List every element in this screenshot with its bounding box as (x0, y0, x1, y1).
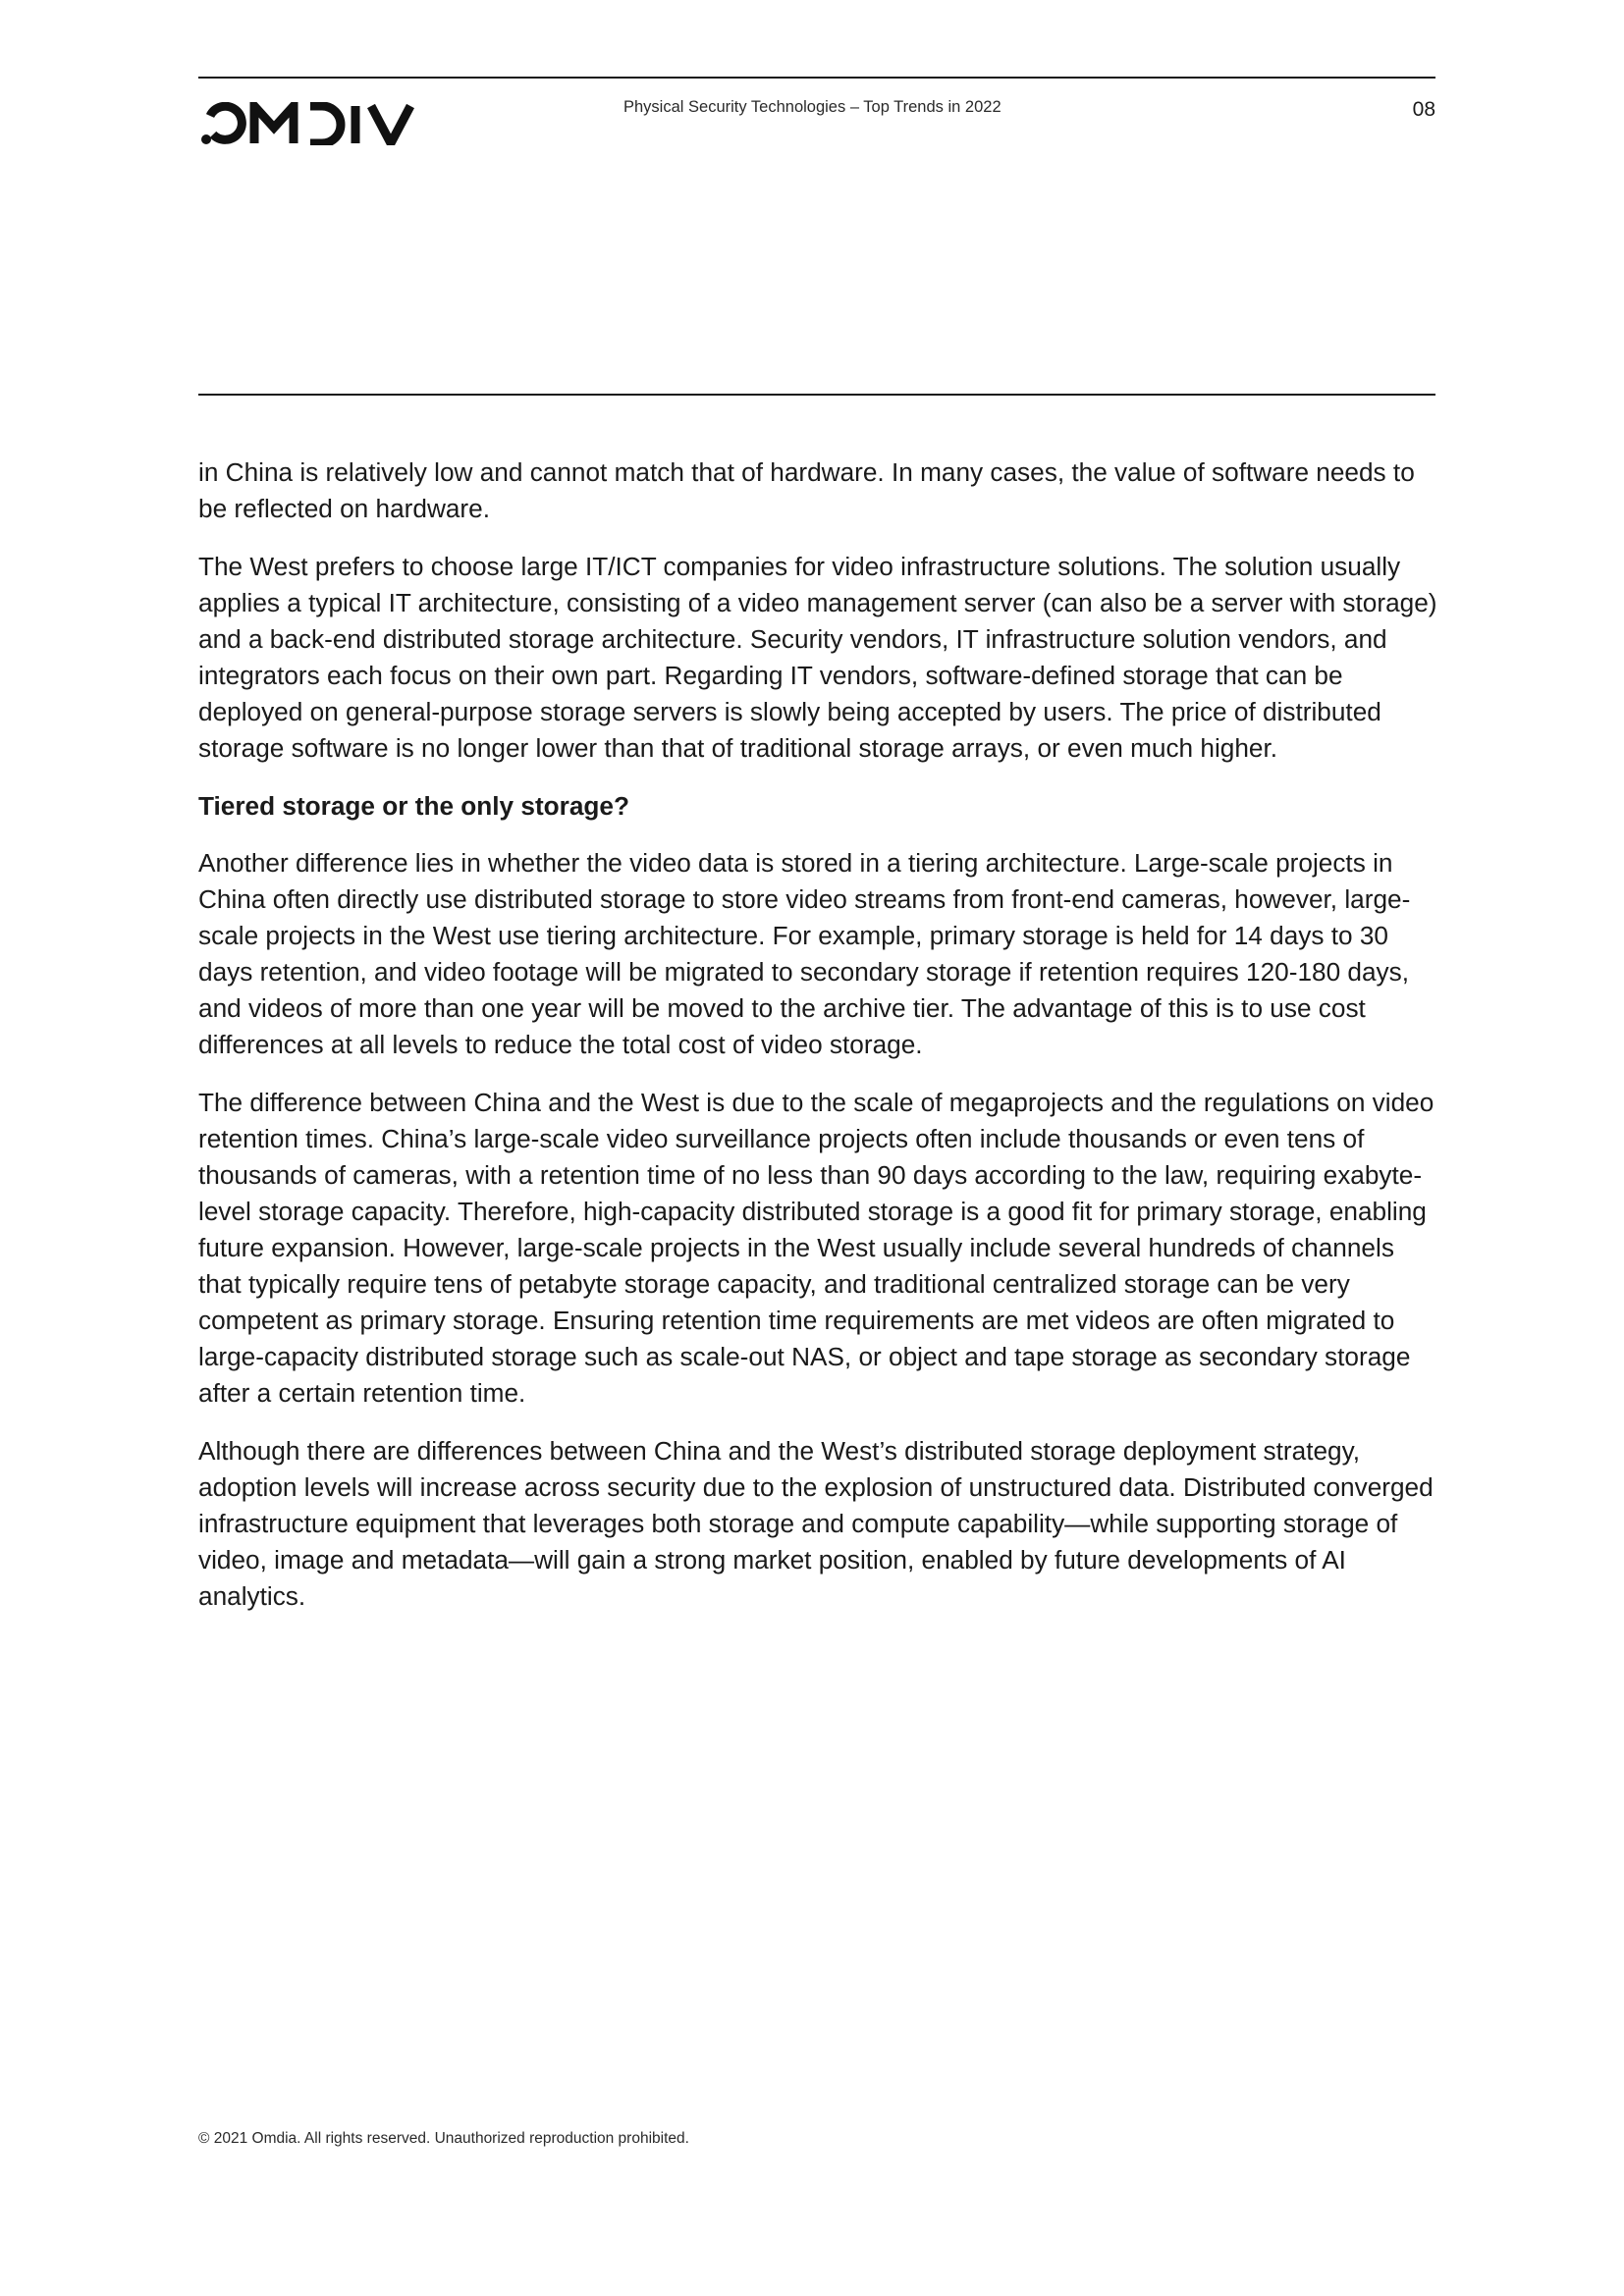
paragraph-3: Another difference lies in whether the video data is stored in a tiering architecture. Large-scale projects in China often directly use distributed storage to store video streams from front-end cameras, however, large-scale projects in the West use tiering architecture. For example, primary storage is held for 14 days to 30 days retention, and video footage will be migrated to secondary storage if retention requires 120-180 days, and videos of more than one year will be moved to the archive tier. The advantage of this is to use cost differences at all levels to reduce the total cost of video storage. (198, 848, 1411, 1059)
header-bottom-rule (198, 394, 1435, 396)
article-body (198, 454, 1437, 1636)
paragraph-4: The difference between China and the West is due to the scale of megaprojects and the regulations on video retention times. China’s large-scale video surveillance projects often include thousands or even tens of thousands of cameras, with a retention time of no less than 90 days according to the law, requiring exabyte-level storage capacity. Therefore, high-capacity distributed storage is a good fit for primary storage, enabling future expansion. However, large-scale projects in the West usually include several hundreds of channels that typically require tens of petabyte storage capacity, and traditional centralized storage can be very competent as primary storage. Ensuring retention time requirements are met videos are often migrated to large-capacity distributed storage such as scale-out NAS, or object and tape storage as secondary storage after a certain retention time. (198, 1088, 1435, 1408)
paragraph-2: The West prefers to choose large IT/ICT companies for video infrastructure solutions. The solution usually applies a typical IT architecture, consisting of a video management server (can also be a server with storage) and a back-end distributed storage architecture. Security vendors, IT infrastructure solution vendors, and integrators each focus on their own part. Regarding IT vendors, software-defined storage that can be deployed on general-purpose storage servers is slowly being accepted by users. The price of distributed storage software is no longer lower than that of traditional storage arrays, or even much higher. (198, 552, 1437, 763)
header-top-rule (198, 77, 1435, 79)
section-heading: Tiered storage or the only storage? (198, 791, 629, 821)
document-title: Physical Security Technologies – Top Trends in 2022 (623, 98, 1001, 116)
copyright-footer: © 2021 Omdia. All rights reserved. Unauthorized reproduction prohibited. (198, 2130, 689, 2147)
paragraph-5: Although there are differences between China and the West’s distributed storage deployment strategy, adoption levels will increase across security due to the explosion of unstructured data. Distributed converged infrastructure equipment that leverages both storage and compute capability—while supporting storage of video, image and metadata—will gain a strong market position, enabled by future developments of AI analytics. (198, 1436, 1434, 1611)
omdia-logo (200, 102, 416, 145)
paragraph-1: in China is relatively low and cannot match that of hardware. In many cases, the value of software needs to be reflected on hardware. (198, 457, 1415, 523)
omdia-logo-icon (200, 102, 416, 145)
page-number: 08 (1412, 98, 1435, 121)
